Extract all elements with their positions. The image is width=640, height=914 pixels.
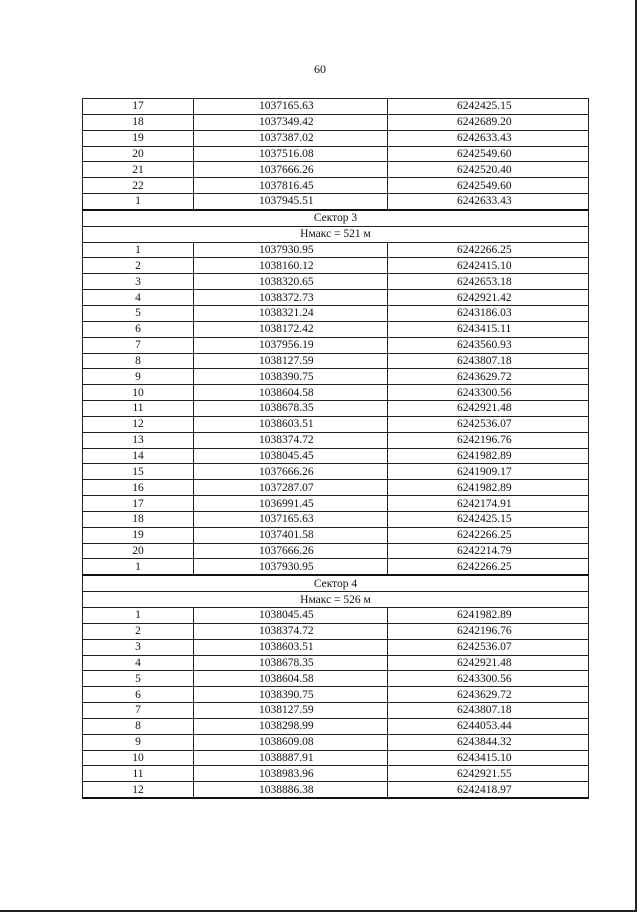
x-coordinate-cell: 1038298.99 (194, 718, 388, 734)
point-number-cell: 1 (83, 559, 194, 575)
x-coordinate-cell: 1038609.08 (194, 734, 388, 750)
table-row (83, 671, 589, 687)
y-coordinate-cell: 6242266.25 (388, 242, 589, 258)
x-coordinate-cell: 1037666.26 (194, 162, 388, 178)
point-number-cell: 11 (83, 766, 194, 782)
table-row (83, 178, 589, 194)
table-row (83, 99, 589, 115)
sector-heading: Сектор 3 (83, 210, 589, 226)
x-coordinate-cell: 1037956.19 (194, 337, 388, 353)
y-coordinate-cell: 6243186.03 (388, 305, 589, 321)
y-coordinate-cell: 6242520.40 (388, 162, 589, 178)
sector-heading-row (83, 210, 589, 226)
y-coordinate-cell: 6242174.91 (388, 496, 589, 512)
point-number-cell: 2 (83, 258, 194, 274)
table-row (83, 766, 589, 782)
point-number-cell: 11 (83, 401, 194, 417)
x-coordinate-cell: 1038678.35 (194, 655, 388, 671)
y-coordinate-cell: 6242266.25 (388, 559, 589, 575)
table-row (83, 114, 589, 130)
point-number-cell: 7 (83, 703, 194, 719)
table-row (83, 290, 589, 306)
point-number-cell: 6 (83, 321, 194, 337)
point-number-cell: 9 (83, 369, 194, 385)
point-number-cell: 6 (83, 687, 194, 703)
y-coordinate-cell: 6242196.76 (388, 623, 589, 639)
sector-heading-row (83, 575, 589, 591)
y-coordinate-cell: 6242418.97 (388, 782, 589, 798)
y-coordinate-cell: 6243300.56 (388, 385, 589, 401)
point-number-cell: 17 (83, 99, 194, 115)
point-number-cell: 19 (83, 527, 194, 543)
point-number-cell: 14 (83, 448, 194, 464)
point-number-cell: 8 (83, 353, 194, 369)
y-coordinate-cell: 6242266.25 (388, 527, 589, 543)
table-row (83, 543, 589, 559)
point-number-cell: 8 (83, 718, 194, 734)
point-number-cell: 10 (83, 385, 194, 401)
x-coordinate-cell: 1038886.38 (194, 782, 388, 798)
y-coordinate-cell: 6242415.10 (388, 258, 589, 274)
y-coordinate-cell: 6241982.89 (388, 480, 589, 496)
point-number-cell: 7 (83, 337, 194, 353)
table-row (83, 511, 589, 527)
table-row (83, 623, 589, 639)
x-coordinate-cell: 1038983.96 (194, 766, 388, 782)
point-number-cell: 21 (83, 162, 194, 178)
y-coordinate-cell: 6243415.11 (388, 321, 589, 337)
x-coordinate-cell: 1038604.58 (194, 671, 388, 687)
y-coordinate-cell: 6243629.72 (388, 369, 589, 385)
x-coordinate-cell: 1038372.73 (194, 290, 388, 306)
y-coordinate-cell: 6242214.79 (388, 543, 589, 559)
point-number-cell: 15 (83, 464, 194, 480)
y-coordinate-cell: 6244053.44 (388, 718, 589, 734)
x-coordinate-cell: 1036991.45 (194, 496, 388, 512)
table-row (83, 734, 589, 750)
x-coordinate-cell: 1037387.02 (194, 130, 388, 146)
table-row (83, 464, 589, 480)
table-row (83, 782, 589, 798)
table-row (83, 416, 589, 432)
point-number-cell: 22 (83, 178, 194, 194)
point-number-cell: 18 (83, 511, 194, 527)
table-row (83, 337, 589, 353)
y-coordinate-cell: 6242921.55 (388, 766, 589, 782)
table-row (83, 242, 589, 258)
x-coordinate-cell: 1037165.63 (194, 511, 388, 527)
table-row (83, 321, 589, 337)
table-row (83, 305, 589, 321)
table-row (83, 258, 589, 274)
x-coordinate-cell: 1037349.42 (194, 114, 388, 130)
x-coordinate-cell: 1038604.58 (194, 385, 388, 401)
table-row (83, 274, 589, 290)
table-row (83, 146, 589, 162)
y-coordinate-cell: 6241909.17 (388, 464, 589, 480)
y-coordinate-cell: 6243807.18 (388, 703, 589, 719)
table-row (83, 527, 589, 543)
table-row (83, 750, 589, 766)
table-row (83, 655, 589, 671)
point-number-cell: 4 (83, 290, 194, 306)
x-coordinate-cell: 1038374.72 (194, 432, 388, 448)
x-coordinate-cell: 1037930.95 (194, 559, 388, 575)
point-number-cell: 4 (83, 655, 194, 671)
x-coordinate-cell: 1037516.08 (194, 146, 388, 162)
page-number: 60 (314, 62, 326, 76)
x-coordinate-cell: 1037287.07 (194, 480, 388, 496)
y-coordinate-cell: 6242633.43 (388, 130, 589, 146)
max-height-heading: Нмакс = 526 м (83, 592, 589, 608)
point-number-cell: 12 (83, 782, 194, 798)
max-height-heading-row (83, 226, 589, 242)
point-number-cell: 3 (83, 639, 194, 655)
table-row (83, 369, 589, 385)
y-coordinate-cell: 6242921.48 (388, 655, 589, 671)
y-coordinate-cell: 6242549.60 (388, 146, 589, 162)
table-row (83, 559, 589, 575)
table-row (83, 608, 589, 624)
point-number-cell: 1 (83, 608, 194, 624)
x-coordinate-cell: 1038390.75 (194, 687, 388, 703)
x-coordinate-cell: 1037165.63 (194, 99, 388, 115)
x-coordinate-cell: 1038374.72 (194, 623, 388, 639)
table-row (83, 718, 589, 734)
x-coordinate-cell: 1038603.51 (194, 416, 388, 432)
x-coordinate-cell: 1037401.58 (194, 527, 388, 543)
point-number-cell: 16 (83, 480, 194, 496)
x-coordinate-cell: 1038127.59 (194, 703, 388, 719)
x-coordinate-cell: 1038160.12 (194, 258, 388, 274)
sector-heading: Сектор 4 (83, 575, 589, 591)
point-number-cell: 5 (83, 305, 194, 321)
point-number-cell: 13 (83, 432, 194, 448)
y-coordinate-cell: 6243300.56 (388, 671, 589, 687)
point-number-cell: 18 (83, 114, 194, 130)
x-coordinate-cell: 1038320.65 (194, 274, 388, 290)
y-coordinate-cell: 6242196.76 (388, 432, 589, 448)
point-number-cell: 12 (83, 416, 194, 432)
y-coordinate-cell: 6242689.20 (388, 114, 589, 130)
table-row (83, 432, 589, 448)
table-row (83, 687, 589, 703)
x-coordinate-cell: 1038678.35 (194, 401, 388, 417)
x-coordinate-cell: 1038321.24 (194, 305, 388, 321)
point-number-cell: 9 (83, 734, 194, 750)
table-row (83, 401, 589, 417)
x-coordinate-cell: 1038045.45 (194, 448, 388, 464)
x-coordinate-cell: 1037666.26 (194, 543, 388, 559)
coordinates-table (82, 98, 589, 799)
point-number-cell: 10 (83, 750, 194, 766)
point-number-cell: 20 (83, 146, 194, 162)
point-number-cell: 17 (83, 496, 194, 512)
x-coordinate-cell: 1037945.51 (194, 194, 388, 210)
y-coordinate-cell: 6241982.89 (388, 448, 589, 464)
max-height-heading: Нмакс = 521 м (83, 226, 589, 242)
point-number-cell: 2 (83, 623, 194, 639)
y-coordinate-cell: 6242633.43 (388, 194, 589, 210)
table-row (83, 496, 589, 512)
max-height-heading-row (83, 592, 589, 608)
point-number-cell: 20 (83, 543, 194, 559)
y-coordinate-cell: 6243629.72 (388, 687, 589, 703)
table-row (83, 448, 589, 464)
x-coordinate-cell: 1038603.51 (194, 639, 388, 655)
y-coordinate-cell: 6242653.18 (388, 274, 589, 290)
point-number-cell: 5 (83, 671, 194, 687)
x-coordinate-cell: 1038127.59 (194, 353, 388, 369)
table-row (83, 194, 589, 210)
x-coordinate-cell: 1038390.75 (194, 369, 388, 385)
y-coordinate-cell: 6243807.18 (388, 353, 589, 369)
y-coordinate-cell: 6242921.48 (388, 401, 589, 417)
y-coordinate-cell: 6242921.42 (388, 290, 589, 306)
point-number-cell: 1 (83, 194, 194, 210)
y-coordinate-cell: 6242536.07 (388, 416, 589, 432)
point-number-cell: 19 (83, 130, 194, 146)
table-row (83, 703, 589, 719)
x-coordinate-cell: 1037930.95 (194, 242, 388, 258)
table-row (83, 385, 589, 401)
y-coordinate-cell: 6241982.89 (388, 608, 589, 624)
y-coordinate-cell: 6242425.15 (388, 511, 589, 527)
x-coordinate-cell: 1038172.42 (194, 321, 388, 337)
y-coordinate-cell: 6243844.32 (388, 734, 589, 750)
table-row (83, 162, 589, 178)
table-row (83, 480, 589, 496)
table-row (83, 130, 589, 146)
y-coordinate-cell: 6243415.10 (388, 750, 589, 766)
y-coordinate-cell: 6242536.07 (388, 639, 589, 655)
x-coordinate-cell: 1038887.91 (194, 750, 388, 766)
x-coordinate-cell: 1038045.45 (194, 608, 388, 624)
x-coordinate-cell: 1037816.45 (194, 178, 388, 194)
table-row (83, 353, 589, 369)
y-coordinate-cell: 6242425.15 (388, 99, 589, 115)
point-number-cell: 3 (83, 274, 194, 290)
x-coordinate-cell: 1037666.26 (194, 464, 388, 480)
table-row (83, 639, 589, 655)
y-coordinate-cell: 6243560.93 (388, 337, 589, 353)
point-number-cell: 1 (83, 242, 194, 258)
y-coordinate-cell: 6242549.60 (388, 178, 589, 194)
